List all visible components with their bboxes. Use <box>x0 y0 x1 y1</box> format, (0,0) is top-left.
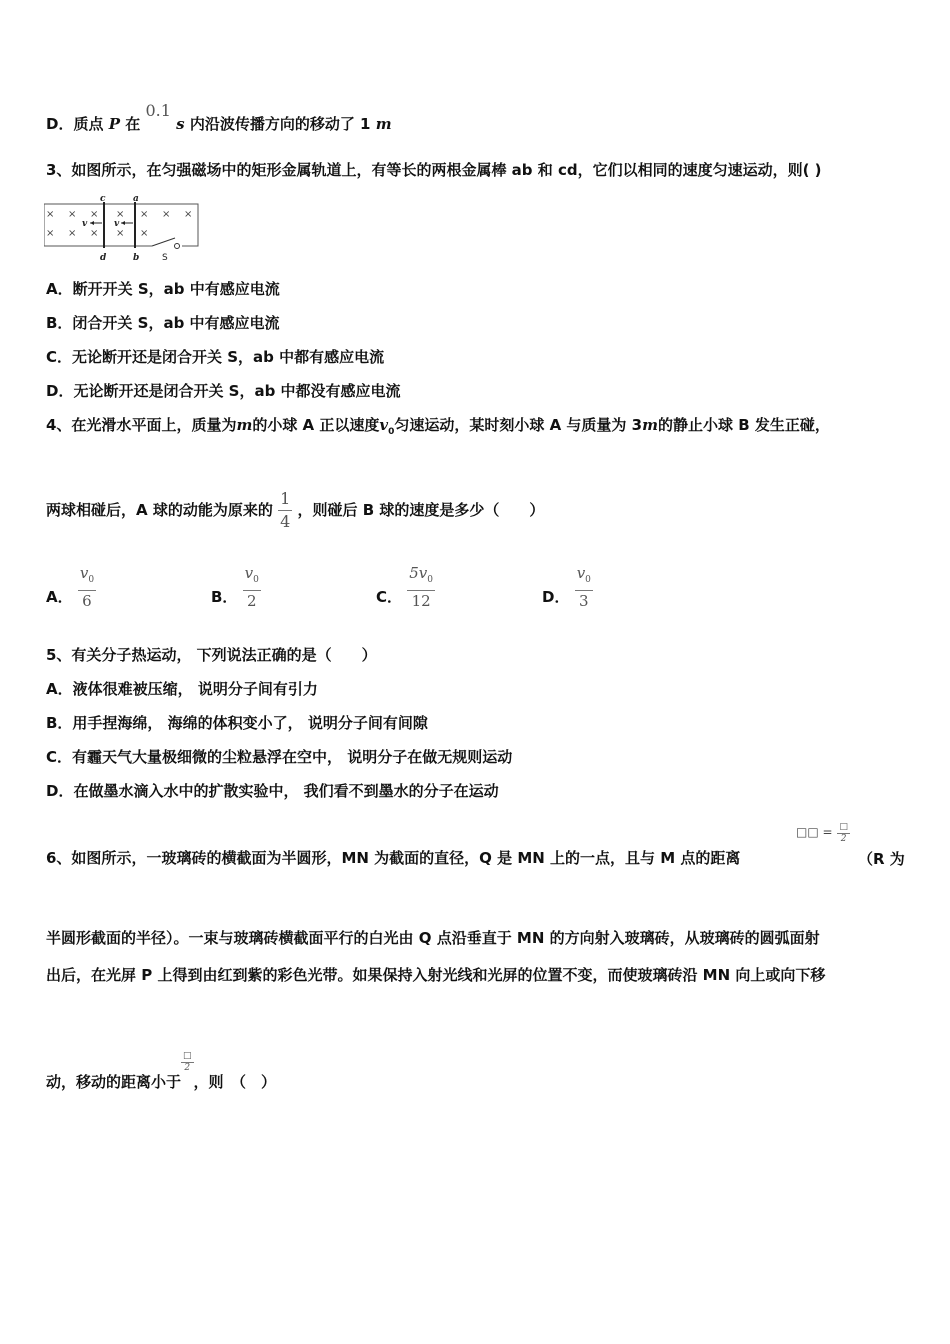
q3-option-a: A．断开开关 S，ab 中有感应电流 <box>46 280 280 298</box>
q5-stem: 5、有关分子热运动， 下列说法正确的是（ ） <box>46 646 377 664</box>
rod-label-a: a <box>133 194 139 204</box>
q3-stem: 3、如图所示，在匀强磁场中的矩形金属轨道上，有等长的两根金属棒 ab 和 cd，它们以相同的速度匀速运动，则( ) <box>46 161 822 179</box>
q3-circuit-diagram <box>44 192 204 262</box>
q5-option-d: D．在做墨水滴入水中的扩散实验中， 我们看不到墨水的分子在运动 <box>46 782 499 800</box>
q6-stem-line4: 动，移动的距离小于 $\frac{□}{2}$ ，则 （ ） <box>46 1051 277 1091</box>
field-cross: × <box>90 209 99 220</box>
rod-label-b: b <box>133 253 140 262</box>
q6-stem-line1-end: （R 为 <box>858 850 905 868</box>
q6-stem-line2: 半圆形截面的半径）。一束与玻璃砖横截面平行的白光由 Q 点沿垂直于 MN 的方向射入玻璃砖，从玻璃砖的圆弧面射 <box>46 929 820 947</box>
q3-option-d: D．无论断开还是闭合开关 S，ab 中都没有感应电流 <box>46 382 401 400</box>
field-cross: × <box>90 228 99 239</box>
field-cross: × <box>68 228 77 239</box>
q2-optd-m: m <box>375 115 392 133</box>
q3-option-c: C．无论断开还是闭合开关 S，ab 中都有感应电流 <box>46 348 385 366</box>
field-cross: × <box>46 209 55 220</box>
q2-optd-p: P <box>108 115 120 133</box>
field-cross: × <box>116 228 125 239</box>
switch-label-s: S <box>162 253 168 262</box>
field-cross: × <box>184 209 193 220</box>
q5-option-a: A．液体很难被压缩， 说明分子间有引力 <box>46 680 318 698</box>
q3-option-b: B．闭合开关 S，ab 中有感应电流 <box>46 314 280 332</box>
field-cross: × <box>46 228 55 239</box>
q2-optd-suffix: 内沿波传播方向的移动了 1 <box>189 115 371 133</box>
q2-optd-s: s <box>176 115 185 133</box>
q5-option-c: C．有霾天气大量极细微的尘粒悬浮在空中， 说明分子在做无规则运动 <box>46 748 513 766</box>
q2-option-d <box>46 101 392 134</box>
q4-option-c: C． $\frac{5v_0}{12}$ <box>376 564 434 610</box>
rod-label-d: d <box>100 253 107 262</box>
quarter-fraction: $\frac{1}{4}$ <box>280 489 291 531</box>
q4-option-d: D． $\frac{v_0}{3}$ <box>542 564 591 610</box>
field-cross: × <box>116 209 125 220</box>
r-over-2-fraction: $\frac{□}{2}$ <box>183 1051 192 1073</box>
q4-stem: 4、在光滑水平面上，质量为m的小球 A 正以速度$v_0$匀速运动，某时刻小球 A 与质量为 3m的静止小球 B 发生正碰， <box>46 416 830 437</box>
field-cross: × <box>140 228 149 239</box>
q6-stem-line1: 6、如图所示，一玻璃砖的横截面为半圆形，MN 为截面的直径，Q 是 MN 上的一点，且与 M 点的距离 <box>46 849 741 867</box>
field-cross: × <box>140 209 149 220</box>
q6-stem-line3: 出后，在光屏 P 上得到由红到紫的彩色光带。如果保持入射光线和光屏的位置不变，而使玻璃砖沿 MN 向上或向下移 <box>46 966 826 984</box>
q2-optd-mid: 在 <box>125 115 141 133</box>
q5-option-b: B．用手捏海绵， 海绵的体积变小了， 说明分子间有间隙 <box>46 714 428 732</box>
field-cross: × <box>68 209 77 220</box>
q4-stem-line2: 两球相碰后，A 球的动能为原来的 $\frac{1}{4}$ ，则碰后 B 球的速度是多少（ ） <box>46 489 545 531</box>
q2-optd-prefix: D．质点 <box>46 115 104 133</box>
q2-optd-value: 0.1 <box>145 101 171 120</box>
rod-label-c: c <box>100 194 106 204</box>
q4-option-a: A． $\frac{v_0}{6}$ <box>46 564 95 610</box>
q4-option-b: B． $\frac{v_0}{2}$ <box>211 564 259 610</box>
field-cross: × <box>162 209 171 220</box>
q6-distance-equation: □□ = $\frac{□}{2}$ <box>796 822 848 844</box>
velocity-label: v <box>82 219 88 229</box>
velocity-label: v <box>114 219 120 229</box>
